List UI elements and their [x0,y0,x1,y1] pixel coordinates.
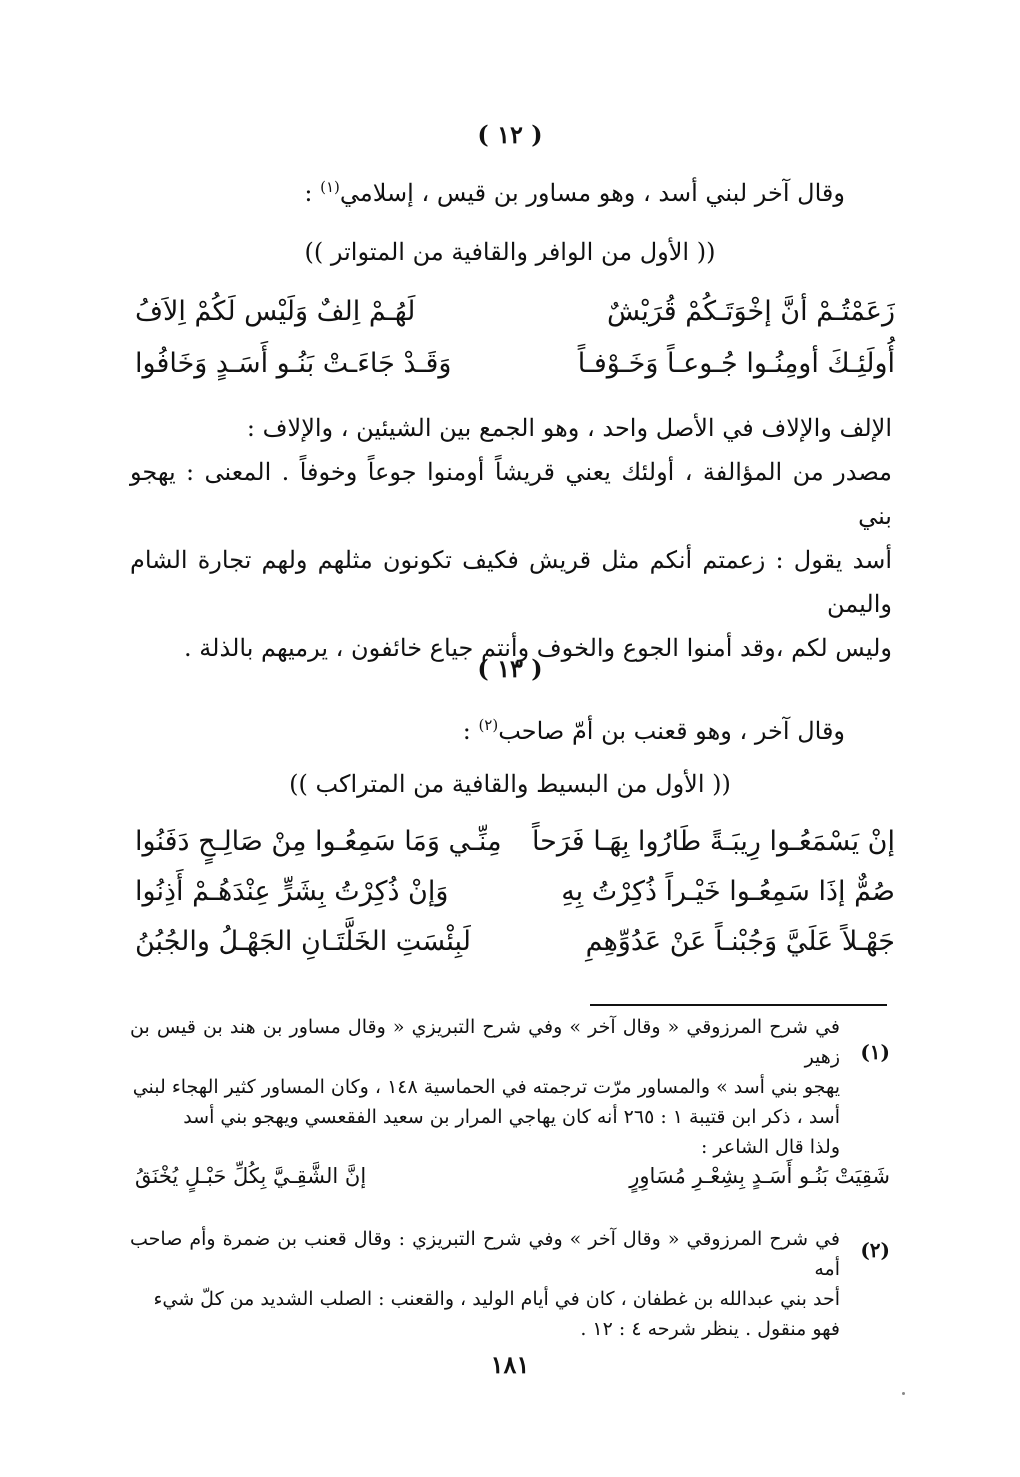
verse-13-3-second-hemistich: لَبِئْسَتِ الخَلَّتَـانِ الجَهْـلُ والجُبُنُ [135,926,471,957]
footnote-marker-1: (١) [860,1040,890,1064]
footnote-1-verse-first-hemistich: شَقِيَتْ بَنُـو أَسَـدٍ بِشِعْـرِ مُسَاوِرٍ [629,1164,890,1188]
footnote-1-verse-second-hemistich: إنَّ الشَّقِـيَّ بِكُلِّ حَبْـلٍ يُخْنَقُ [135,1164,367,1188]
intro-colon: : [304,179,321,207]
commentary-line: الإلف والإلاف في الأصل واحد ، وهو الجمع بين الشيئين ، والإلاف : [246,414,892,442]
intro-colon: : [462,717,479,745]
verse-12-2-first-hemistich: أُولَئِـكَ أومِنُـوا جُـوعـاً وَخَـوْفـاً [577,348,895,379]
footnote-line: أحد بني عبدالله بن غطفان ، كان في أيام الوليد ، والقعنب : الصلب الشديد من كلّ شيء [153,1288,840,1310]
footnote-line: أسد ، ذكر ابن قتيبة ١ : ٢٦٥ أنه كان يهاجي المرار بن سعيد الفقعسي ويهجو بني أسد [183,1106,840,1128]
scan-speck [902,1392,905,1395]
commentary-line: أسد يقول : زعمتم أنكم مثل قريش فكيف تكونون مثلهم ولهم تجارة الشام واليمن [130,546,892,618]
footnote-line: ولذا قال الشاعر : [700,1136,840,1158]
footnote-line: في شرح المرزوقي « وقال آخر » وفي شرح التبريزي : وقال قعنب بن ضمرة وأم صاحب أمه [130,1228,840,1280]
poem-intro-12 [304,178,845,207]
verse-13-1-second-hemistich: مِنِّـي وَمَا سَمِعُـوا مِنْ صَالِـحٍ دَفَنُوا [135,826,502,857]
footnote-1 [130,1012,840,1162]
verse-12-1-first-hemistich: زَعَمْتُـمْ أنَّ إخْوَتَـكُمْ قُرَيْشٌ [606,296,895,327]
meter-label-12: (( الأول من الوافر والقافية من المتواتر )) [304,238,716,266]
page-number: ١٨١ [490,1350,530,1379]
footnote-line: يهجو بني أسد » والمساور مرّت ترجمته في الحماسية ١٤٨ ، وكان المساور كثير الهجاء لبني [132,1076,840,1098]
verse-13-1-first-hemistich: إنْ يَسْمَعُـوا رِيبَـةً طَارُوا بِهَـا فَرَحاً [531,826,895,857]
commentary-line: وليس لكم ،وقد أمنوا الجوع والخوف وأنتم جياع خائفون ، يرميهم بالذلة . [184,634,892,662]
footnote-line: فهو منقول . ينظر شرحه ٤ : ١٢ . [580,1318,840,1340]
meter-label-13: (( الأول من البسيط والقافية من المتراكب )) [289,770,731,798]
commentary-12 [130,406,892,670]
footnote-line: في شرح المرزوقي « وقال آخر » وفي شرح التبريزي « وقال مساور بن هند بن قيس بن زهير [130,1016,840,1068]
intro-text: وقال آخر ، وهو قعنب بن أمّ صاحب [498,717,845,745]
poem-intro-13 [463,716,845,745]
footnote-ref-1[interactable]: (١) [320,178,340,196]
verse-12-2-second-hemistich: وَقَـدْ جَاءَـتْ بَنُـو أَسَـدٍ وَخَافُوا [135,348,452,379]
verse-13-2-first-hemistich: صُمٌّ إذَا سَمِعُـوا خَيْـراً ذُكِرْتُ بِهِ [561,876,895,907]
poem-number-12: ( ١٢ ) [477,120,543,149]
footnote-ref-2[interactable]: (٢) [478,716,499,734]
verse-13-3-first-hemistich: جَهْـلاً عَلَيَّ وَجُبْنـاً عَنْ عَدُوِّهِمِ [585,926,895,957]
intro-text: وقال آخر لبني أسد ، وهو مساور بن قيس ، إسلامي [339,179,845,207]
footnote-divider [590,1004,887,1006]
verse-13-2-second-hemistich: وَإنْ ذُكِرْتُ بِشَرٍّ عِنْدَهُـمْ أَذِنُوا [135,876,449,907]
commentary-line: مصدر من المؤالفة ، أولئك يعني قريشاً أومنوا جوعاً وخوفاً . المعنى : يهجو بني [130,458,892,530]
verse-12-1-second-hemistich: لَهُـمْ اِلفٌ وَلَيْس لَكُمْ اِلاَفُ [135,296,416,327]
footnote-2 [130,1224,840,1344]
poem-number-13: ( ١٣ ) [477,654,543,683]
footnote-marker-2: (٢) [860,1238,890,1262]
